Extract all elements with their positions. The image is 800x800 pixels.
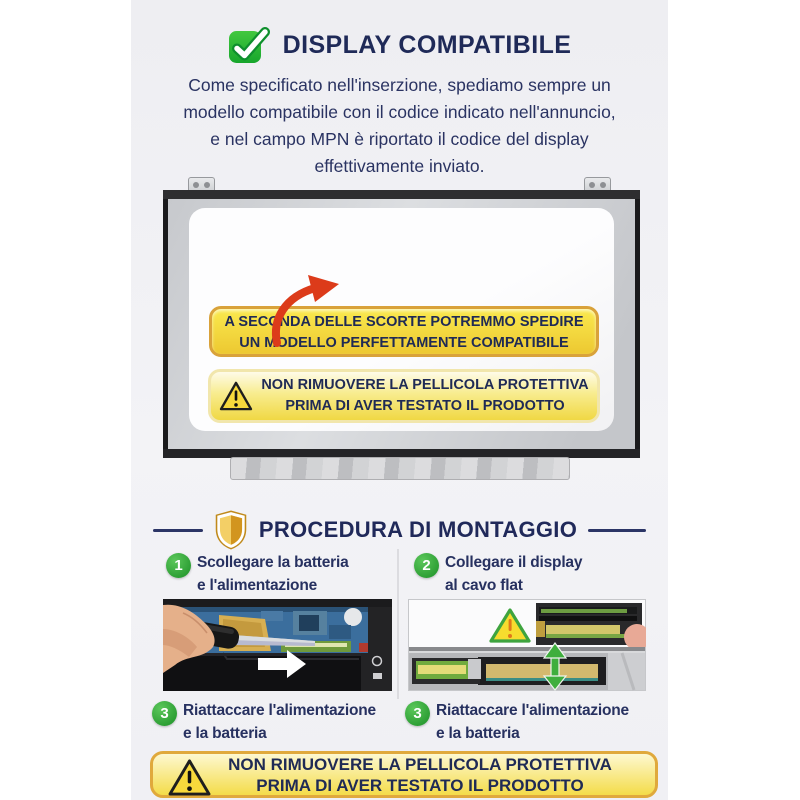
description-line: Come specificato nell'inserzione, spediamo sempre un xyxy=(188,75,611,95)
warning-triangle-icon xyxy=(219,381,253,411)
step2-text: Collegare il display al cavo flat xyxy=(445,554,583,594)
description-line: modello compatibile con il codice indicato nell'annuncio, xyxy=(183,102,616,122)
film-warning-banner xyxy=(150,751,658,798)
procedure-header xyxy=(131,507,668,553)
film-warning-label xyxy=(208,369,600,423)
description xyxy=(116,72,683,180)
lcd-panel-image xyxy=(163,177,640,489)
header xyxy=(131,26,668,64)
stock-notice-line: UN MODELLO PERFETTAMENTE COMPATIBILE xyxy=(239,335,569,351)
step3-right-text: Riattaccare l'alimentazione e la batteria xyxy=(436,702,629,742)
step1-photo xyxy=(163,599,392,691)
film-warning-text: NON RIMUOVERE LA PELLICOLA PROTETTIVA PRIMA DI AVER TESTATO IL PRODOTTO xyxy=(261,377,589,414)
step-number-badge: 1 xyxy=(166,553,191,578)
stock-notice-line: A SECONDA DELLE SCORTE POTREMMO SPEDIRE xyxy=(224,314,584,330)
step2-photo xyxy=(408,599,646,691)
banner-text: NON RIMUOVERE LA PELLICOLA PROTETTIVA PRIMA DI AVER TESTATO IL PRODOTTO xyxy=(228,754,612,795)
warning-triangle-icon xyxy=(168,758,211,796)
step-number-badge: 3 xyxy=(405,701,430,726)
red-arrow-icon xyxy=(263,273,358,353)
step3-left-text: Riattaccare l'alimentazione e la batteria xyxy=(183,702,376,742)
procedure-title: PROCEDURA DI MONTAGGIO xyxy=(258,517,578,542)
green-checkmark-icon xyxy=(228,26,270,64)
column-divider xyxy=(397,549,399,699)
divider-line-right xyxy=(588,529,646,532)
divider-line-left xyxy=(153,529,203,532)
description-line: e nel campo MPN è riportato il codice del display xyxy=(210,129,589,149)
shield-icon xyxy=(214,510,248,550)
page-title: DISPLAY COMPATIBILE xyxy=(282,30,572,59)
step1-text: Scollegare la batteria e l'alimentazione xyxy=(197,554,349,594)
flat-cable xyxy=(486,664,598,678)
description-line: effettivamente inviato. xyxy=(314,156,485,176)
step-number-badge: 3 xyxy=(152,701,177,726)
step-number-badge: 2 xyxy=(414,553,439,578)
panel-top-edge xyxy=(163,190,640,199)
panel-foil-strip xyxy=(230,457,570,480)
